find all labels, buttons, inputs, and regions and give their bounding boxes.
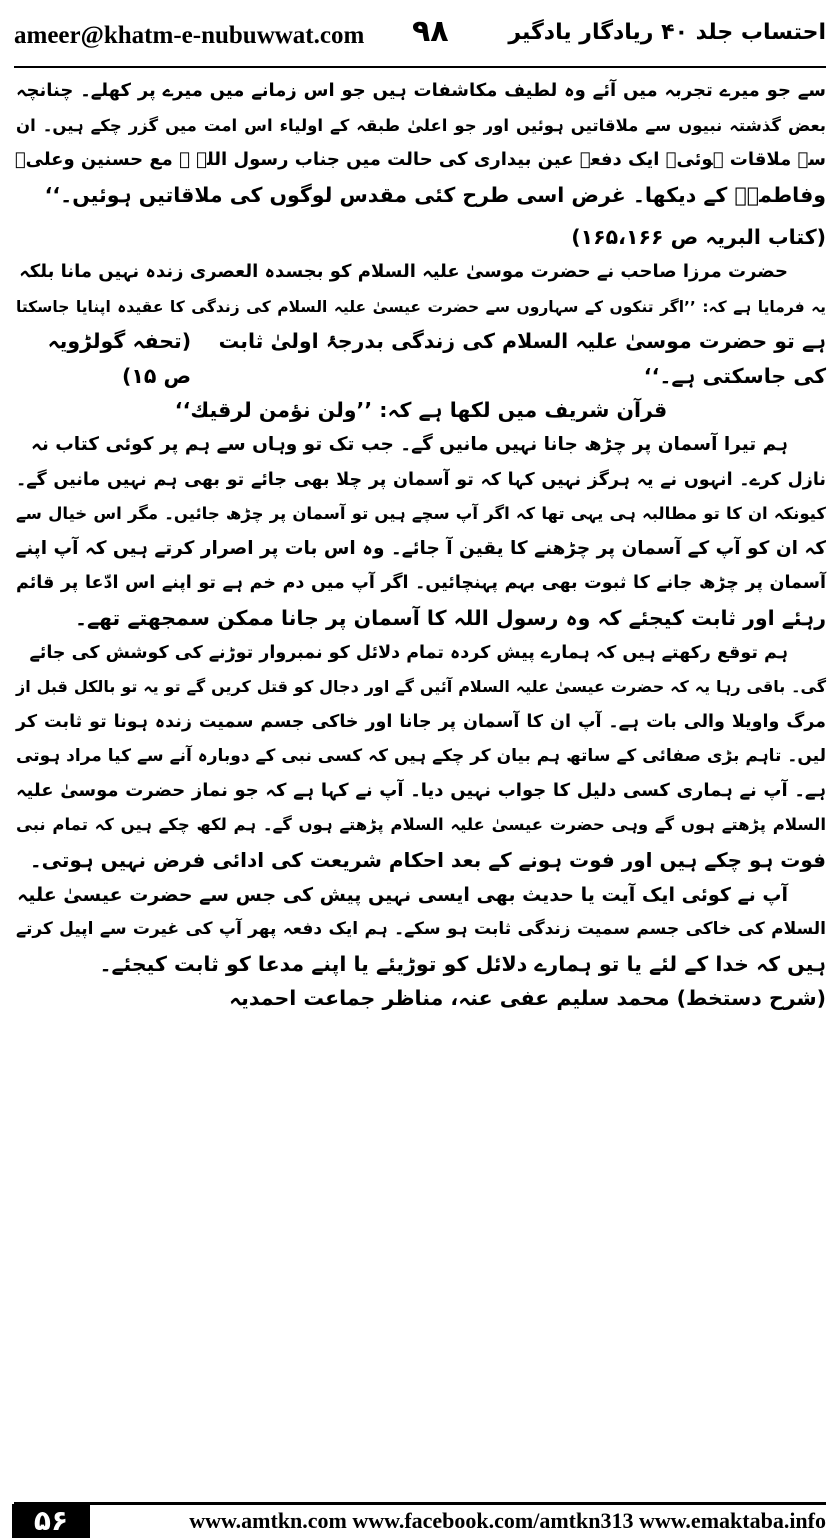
quote-with-citation bbox=[16, 324, 826, 393]
text-line: السلام پڑھتے ہوں گے وہی حضرت عیسیٰ علیہ السلام پڑھتے ہوں گے۔ ہم لکھ چکے ہیں کہ تمام نبی bbox=[16, 815, 826, 835]
text-line: ہیں کہ خدا کے لئے یا تو ہمارے دلائل کو توڑیئے یا اپنے مدعا کو ثابت کیجئے۔ bbox=[99, 951, 826, 976]
text-line: بعض گذشتہ نبیوں سے ملاقاتیں ہوئیں اور جو اعلیٰ طبقہ کے اولیاء اس امت میں گزر چکے ہیں۔ ان bbox=[16, 115, 826, 135]
header-email: ameer@khatm-e-nubuwwat.com bbox=[14, 22, 365, 49]
footer-divider bbox=[14, 1502, 826, 1505]
text-line: سے جو میرے تجربہ میں آئے وہ لطیف مکاشفات ہیں جو اس زمانے میں میرے پر کھلے۔ چنانچہ bbox=[16, 80, 826, 101]
text-line: گی۔ باقی رہا یہ کہ حضرت عیسیٰ علیہ السلام آئیں گے اور دجال کو قتل کریں گے تو یہ تو بالکل قبل از bbox=[16, 677, 826, 697]
page-body bbox=[16, 74, 826, 1016]
text-line: ہے تو حضرت موسیٰ علیہ السلام کی زندگی بدرجۂ اولیٰ ثابت کی جاسکتی ہے۔‘‘ bbox=[218, 329, 826, 388]
text-line: کیونکہ ان کا تو مطالبہ ہی یہی تھا کہ اگر آپ سچے ہیں تو آسمان پر چڑھ جائیں۔ مگر اس خیال سے bbox=[16, 504, 826, 524]
text-line: ہے۔ آپ نے ہماری کسی دلیل کا جواب نہیں دیا۔ آپ نے کہا ہے کہ جو نماز حضرت موسیٰ علیہ bbox=[16, 779, 826, 801]
text-line: یہ فرمایا ہے کہ: ’’اگر تنکوں کے سہاروں سے حضرت عیسیٰ علیہ السلام کی زندگی کا عقیدہ اپنایا جاسکتا bbox=[16, 297, 826, 316]
text-line: ہم توقع رکھتے ہیں کہ ہمارے پیش کردہ تمام دلائل کو نمبروار توڑنے کی کوشش کی جائے bbox=[29, 642, 788, 663]
text-line: آپ نے کوئی ایک آیت یا حدیث بھی ایسی نہیں پیش کی جس سے حضرت عیسیٰ علیہ bbox=[17, 883, 788, 906]
footer-page-number: ۵۶ bbox=[12, 1504, 90, 1538]
citation: (کتاب البریہ ص ۱۶۵،۱۶۶) bbox=[571, 225, 826, 250]
text-line: نازل کرے۔ انہوں نے یہ ہرگز نہیں کہا کہ تو آسمان پر چلا بھی جائے تو بھی ہم نہیں مانیں گے۔ bbox=[16, 469, 826, 490]
footer-links: www.amtkn.com www.facebook.com/amtkn313 www.emaktaba.info bbox=[189, 1508, 826, 1533]
text-line: کہ ان کو آپ کے آسمان پر چڑھنے کا یقین آ جائے۔ وہ اس بات پر اصرار کرتے ہیں کہ آپ اپنے bbox=[15, 537, 826, 559]
header-divider bbox=[14, 66, 826, 68]
text-line: وفاطمہؓ کے دیکھا۔ غرض اسی طرح کئی مقدس لوگوں کی ملاقاتیں ہوئیں۔‘‘ bbox=[44, 182, 826, 207]
text-line: السلام کی خاکی جسم سمیت زندگی ثابت ہو سکے۔ ہم ایک دفعہ پھر آپ کی غیرت سے اپیل کرتے bbox=[16, 919, 826, 940]
header-page-number: ۹۸ bbox=[412, 14, 449, 49]
citation: (تحفہ گولڑویہ ص ۱۵) bbox=[47, 329, 192, 388]
signature-line: (شرح دستخط) محمد سلیم عفی عنہ، مناظر جماعت احمدیہ bbox=[229, 986, 826, 1011]
text-line: فوت ہو چکے ہیں اور فوت ہونے کے بعد احکام شریعت کی ادائی فرض نہیں ہوتی۔ bbox=[29, 848, 826, 873]
text-line: رہئے اور ثابت کیجئے کہ وہ رسول اللہ کا آسمان پر جانا ممکن سمجھتے تھے۔ bbox=[74, 605, 826, 630]
text-line: ہم تیرا آسمان پر چڑھ جانا نہیں مانیں گے۔ جب تک تو وہاں سے ہم پر کوئی کتاب نہ bbox=[30, 433, 788, 455]
quran-quote: قرآن شریف میں لکھا ہے کہ: ’’ولن نؤمن لرقیك‘‘ bbox=[174, 398, 668, 423]
text-line: لیں۔ تاہم بڑی صفائی کے ساتھ ہم بیان کر چکے ہیں کہ کسی نبی کے دوبارہ آنے سے کیا مراد ہوتی bbox=[16, 746, 826, 767]
header-book-title: احتساب جلد ۴۰ ریادگار یادگیر bbox=[508, 20, 826, 45]
text-line: مرگ واویلا والی بات ہے۔ آپ ان کا آسمان پر جانا اور خاکی جسم سمیت زندہ ہونا تو ثابت کر bbox=[16, 711, 826, 732]
page-header bbox=[14, 14, 826, 66]
text-line: حضرت مرزا صاحب نے حضرت موسیٰ علیہ السلام کو بجسدہ العصری زندہ نہیں مانا بلکہ bbox=[19, 260, 788, 282]
text-line: آسمان پر چڑھ جانے کا ثبوت بھی بہم پہنچائیں۔ اگر آپ میں دم خم ہے تو اپنے اس ادّعا پر قائم bbox=[16, 573, 826, 594]
text-line: سے ملاقات ہوئی۔ ایک دفعہ عین بیداری کی حالت میں جناب رسول اللہ ﷺ مع حسنین وعلیؓ bbox=[14, 149, 826, 171]
